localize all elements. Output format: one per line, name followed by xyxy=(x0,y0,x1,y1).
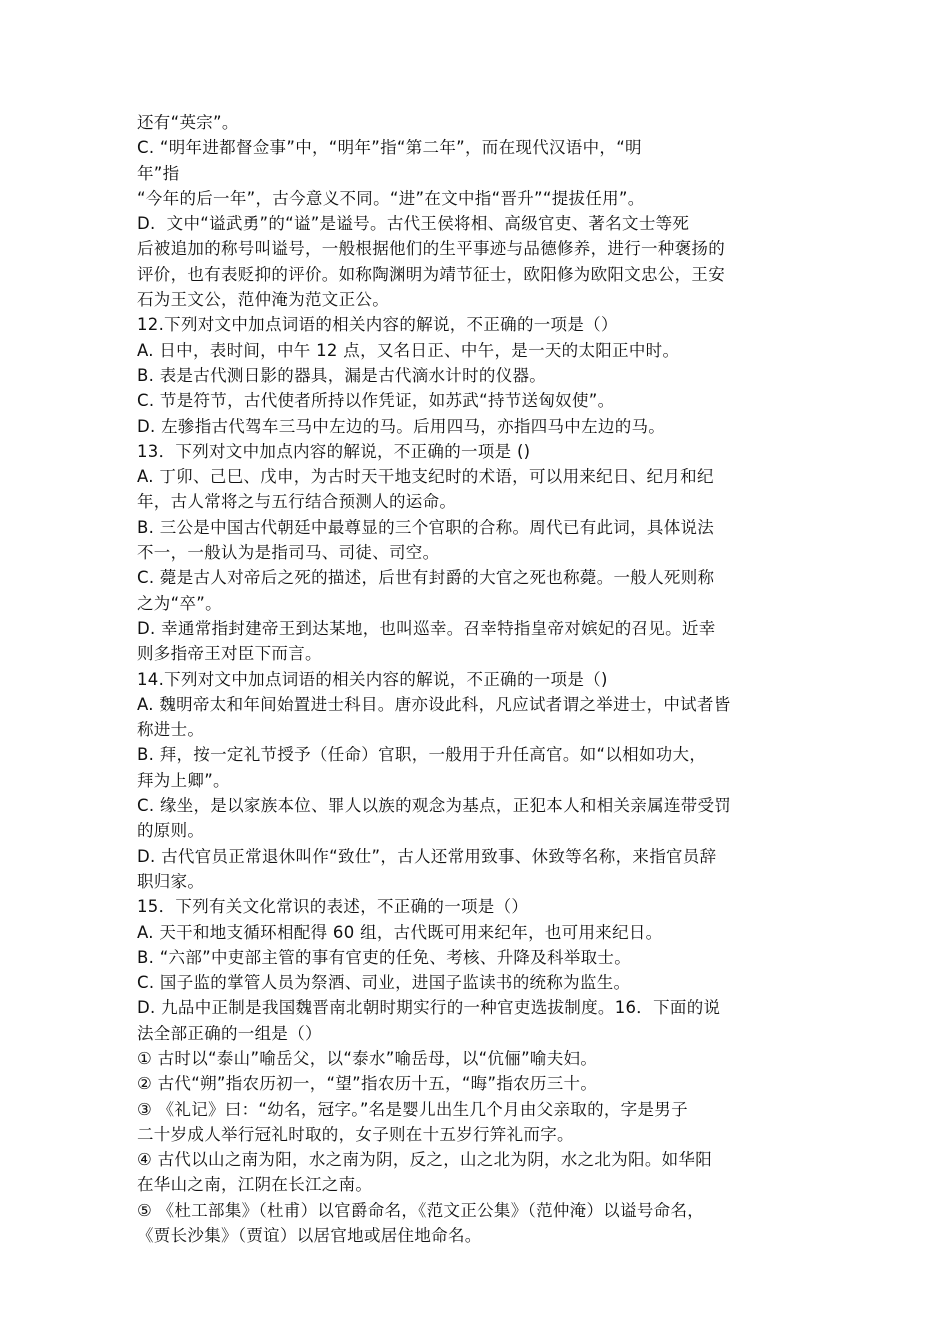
text-line: A. 日中，表时间，中午 12 点，又名日正、中午，是一天的太阳正中时。 xyxy=(137,340,680,360)
text-line: A. 丁卯、己巳、戊申，为古时天干地支纪时的术语，可以用来纪日、纪月和纪 xyxy=(137,467,714,487)
text-line: 称进士。 xyxy=(137,720,205,740)
text-line: 后被追加的称号叫谥号，一般根据他们的生平事迹与品德修养，进行一种褒扬的 xyxy=(137,239,725,259)
text-line: B. 三公是中国古代朝廷中最尊显的三个官职的合称。周代已有此词，具体说法 xyxy=(137,517,715,537)
text-line: C. 薨是古人对帝后之死的描述，后世有封爵的大官之死也称薨。一般人死则称 xyxy=(137,568,715,588)
text-line: 的原则。 xyxy=(137,821,205,841)
text-line: 拜为上卿”。 xyxy=(137,770,230,790)
question-13-stem: 13．下列对文中加点内容的解说，不正确的一项是 () xyxy=(137,441,531,461)
question-14-stem: 14.下列对文中加点词语的相关内容的解说，不正确的一项是（) xyxy=(137,669,608,689)
text-line: “今年的后一年”，古今意义不同。“进”在文中指“晋升”“提拔任用”。 xyxy=(137,188,645,208)
text-line: 不一，一般认为是指司马、司徒、司空。 xyxy=(137,543,440,563)
text-line: 职归家。 xyxy=(137,871,205,891)
document-body xyxy=(137,110,817,1248)
text-line: ③ 《礼记》曰：“幼名，冠字。”名是婴儿出生几个月由父亲取的，字是男子 xyxy=(137,1099,688,1119)
text-line: 则多指帝王对臣下而言。 xyxy=(137,644,322,664)
text-line: C. 缘坐，是以家族本位、罪人以族的观念为基点，正犯本人和相关亲属连带受罚 xyxy=(137,796,732,816)
text-line: D. 幸通常指封建帝王到达某地，也叫巡幸。召幸特指皇帝对嫔妃的召见。近幸 xyxy=(137,618,716,638)
text-line: C. “明年进都督佥事”中，“明年”指“第二年”，而在现代汉语中，“明 xyxy=(137,138,642,158)
text-line: D. 文中“谥武勇”的“谥”是谥号。古代王侯将相、高级官吏、著名文士等死 xyxy=(137,214,690,234)
text-line: B. 拜，按一定礼节授予（任命）官职，一般用于升任高官。如“以相如功大， xyxy=(137,745,707,765)
question-16-stem: 法全部正确的一组是（） xyxy=(137,1023,322,1043)
text-line: ① 古时以“泰山”喻岳父，以“泰水”喻岳母，以“伉俪”喻夫妇。 xyxy=(137,1048,598,1068)
text-line: 石为王文公，范仲淹为范文正公。 xyxy=(137,290,389,310)
text-line: 之为“卒”。 xyxy=(137,593,222,613)
text-line: 年，古人常将之与五行结合预测人的运命。 xyxy=(137,492,457,512)
question-15-stem: 15．下列有关文化常识的表述，不正确的一项是（） xyxy=(137,897,529,917)
text-line: ② 古代“朔”指农历初一，“望”指农历十五，“晦”指农历三十。 xyxy=(137,1074,598,1094)
text-line: C. 节是符节，古代使者所持以作凭证，如苏武“持节送匈奴使”。 xyxy=(137,391,615,411)
text-line: B. 表是古代测日影的器具，漏是古代滴水计时的仪器。 xyxy=(137,365,547,385)
question-12-stem: 12.下列对文中加点词语的相关内容的解说，不正确的一项是（） xyxy=(137,315,618,335)
text-line: 《贾长沙集》（贾谊）以居官地或居住地命名。 xyxy=(137,1226,482,1246)
text-line: 还有“英宗”。 xyxy=(137,113,239,132)
text-line: A. 天干和地支循环相配得 60 组，古代既可用来纪年，也可用来纪日。 xyxy=(137,922,663,942)
text-line: D. 古代官员正常退休叫作“致仕”，古人还常用致事、休致等名称，来指官员辞 xyxy=(137,846,717,866)
text-line: C. 国子监的掌管人员为祭酒、司业，进国子监读书的统称为监生。 xyxy=(137,973,631,993)
text-line: 年”指 xyxy=(137,163,180,183)
text-line: A. 魏明帝太和年间始置进士科目。唐亦设此科，凡应试者谓之举进士，中试者皆 xyxy=(137,694,731,714)
text-line: ④ 古代以山之南为阳，水之南为阴，反之，山之北为阴，水之北为阳。如华阳 xyxy=(137,1150,713,1170)
text-line: B. “六部”中吏部主管的事有官吏的任免、考核、升降及科举取士。 xyxy=(137,947,632,967)
text-line: D. 九品中正制是我国魏晋南北朝时期实行的一种官吏选拔制度。16．下面的说 xyxy=(137,998,721,1018)
text-line: 在华山之南，江阴在长江之南。 xyxy=(137,1175,373,1195)
text-line: 二十岁成人举行冠礼时取的，女子则在十五岁行笄礼而字。 xyxy=(137,1124,574,1144)
text-line: ⑤ 《杜工部集》（杜甫）以官爵命名，《范文正公集》（范仲淹）以谥号命名， xyxy=(137,1200,705,1220)
text-line: 评价，也有表贬抑的评价。如称陶渊明为靖节征士，欧阳修为欧阳文忠公，王安 xyxy=(137,264,725,284)
text-line: D. 左骖指古代驾车三马中左边的马。后用四马，亦指四马中左边的马。 xyxy=(137,416,666,436)
